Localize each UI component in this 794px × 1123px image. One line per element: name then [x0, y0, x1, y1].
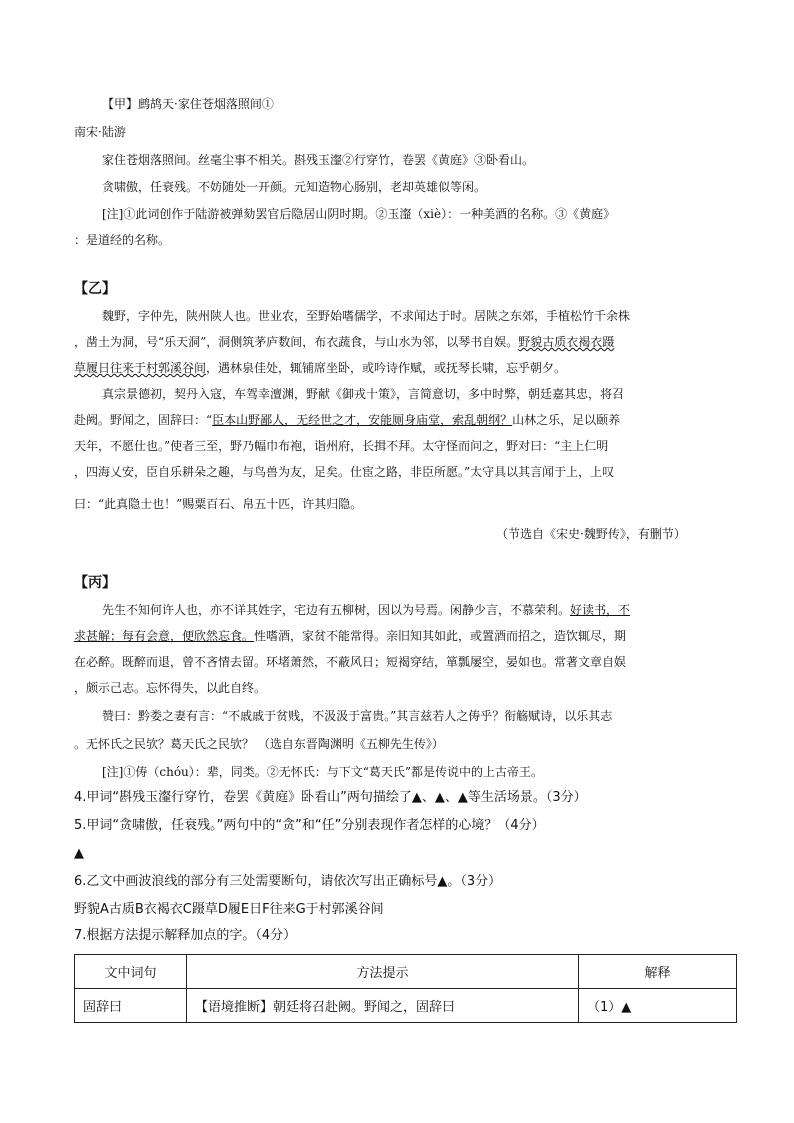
table-cell: 固辞曰 — [75, 989, 187, 1023]
yi-p1-line-1: 魏野，字仲先，陕州陕人也。世业农，至野始嗜儒学，不求闻达于时。居陕之东郊，手植松竹千余株 — [102, 309, 631, 323]
question-4: 4.甲词“斟残玉瀣行穿竹，卷罢《黄庭》卧看山”两句描绘了▲、▲、▲等生活场景。（3分） — [74, 790, 587, 805]
yi-tag: 【乙】 — [74, 281, 116, 297]
bing-underlined-1: 好读书，不 — [570, 603, 631, 617]
jia-note-2: ：是道经的名称。 — [74, 233, 171, 247]
question-7: 7.根据方法提示解释加点的字。（4分） — [74, 928, 297, 943]
bing-p1-line-2 — [74, 628, 626, 644]
jia-line-1: 家住苍烟落照间。丝毫尘事不相关。斟残玉瀣②行穿竹，卷罢《黄庭》③卧看山。 — [102, 153, 535, 167]
bing-p1-line-1 — [102, 602, 630, 618]
yi-p2-line-2-a: 赴阙。野闻之，固辞曰：“ — [74, 413, 213, 427]
bing-tag: 【丙】 — [74, 575, 116, 591]
method-table — [74, 954, 737, 1023]
question-5-answer: ▲ — [74, 846, 84, 861]
jia-title: 【甲】鹧鸪天·家住苍烟落照间① — [102, 97, 274, 111]
bing-p1-line-1-a: 先生不知何许人也，亦不详其姓字，宅边有五柳树，因以为号焉。闲静少言，不慕荣利。 — [102, 603, 571, 617]
yi-p2-line-5: 曰：“此真隐士也！”赐粟百石、帛五十匹，许其归隐。 — [74, 497, 363, 511]
yi-p2-line-1: 真宗景德初，契丹入寇，车驾幸澶渊，野献《御戎十策》，言简意切，多中时弊，朝廷嘉其忠，将召 — [102, 387, 625, 401]
table-row — [75, 989, 737, 1023]
bing-p2-line-1: 赞曰：黔娄之妻有言：“不戚戚于贫贱，不汲汲于富贵。”其言兹若人之俦乎？衔觞赋诗，以乐其志 — [102, 709, 613, 723]
yi-wavy-underline-1: 野貌古质衣褐衣蹑 — [518, 335, 615, 349]
table-cell: 【语境推断】朝廷将召赴阙。野闻之，固辞曰 — [187, 989, 579, 1023]
table-header-cell: 文中词句 — [75, 955, 187, 989]
yi-wavy-underline-2: 草履日往来于村郭溪谷间 — [74, 361, 207, 375]
bing-p1-line-2-b: 性嗜酒，家贫不能常得。亲旧知其如此，或置酒而招之，造饮辄尽，期 — [254, 629, 627, 643]
table-header-row — [75, 955, 737, 989]
bing-underlined-2: 求甚解；每有会意，便欣然忘食。 — [74, 629, 255, 643]
yi-source: （节选自《宋史·魏野传》，有删节） — [496, 527, 686, 541]
table-cell-answer: （1）▲ — [579, 989, 737, 1023]
jia-line-2: 贪啸傲，任衰残。不妨随处一开颜。元知造物心肠别，老却英雄似等闲。 — [102, 180, 487, 194]
bing-note: [注]①俦（chóu）：辈，同类。②无怀氏：与下文“葛天氏”都是传说中的上古帝王。 — [102, 765, 544, 779]
question-5: 5.甲词“贪啸傲，任衰残。”两句中的“贪”和“任”分别表现作者怎样的心境？（4分） — [74, 818, 545, 833]
yi-p1-line-3 — [74, 360, 566, 376]
yi-p1-line-2-text: ，凿土为洞，号“乐天洞”，洞侧筑茅庐数间，布衣蔬食，与山水为邻，以琴书自娱。 — [74, 335, 519, 349]
table-header-cell: 解释 — [579, 955, 737, 989]
yi-p2-line-2-b: 山林之乐，足以颐养 — [512, 413, 621, 427]
question-6: 6.乙文中画波浪线的部分有三处需要断句，请依次写出正确标号▲。（3分） — [74, 874, 502, 889]
yi-underlined-sentence: 臣本山野鄙人，无经世之才，安能厕身庙堂，索乱朝纲？ — [212, 413, 513, 427]
yi-p1-line-2 — [74, 334, 614, 350]
yi-p2-line-4: ，四海乂安，臣自乐耕朵之趣，与鸟兽为友，足矣。仕宦之路，非臣所愿。”太守具以其言闻于上，上叹 — [74, 465, 615, 479]
bing-p1-line-4: ，颇示己志。忘怀得失，以此自终。 — [74, 681, 267, 695]
table-header-cell: 方法提示 — [187, 955, 579, 989]
jia-author: 南宋·陆游 — [74, 125, 126, 139]
yi-p2-line-2 — [74, 412, 620, 428]
bing-p1-line-3: 在必醉。既醉而退，曾不吝情去留。环堵萧然，不蔽风日；短褐穿结，箪瓢屡空，晏如也。常著文章自娱 — [74, 655, 627, 669]
jia-note-1: [注]①此词创作于陆游被弹劾罢官后隐居山阴时期。②玉瀣（xiè）：一种美酒的名称。③《黄庭》 — [102, 207, 616, 221]
yi-p2-line-3: 天年，不愿仕也。”使者三至，野乃幅巾布袍，诣州府，长揖不拜。太守怪而问之，野对曰：“主上仁明 — [74, 439, 609, 453]
yi-p1-line-3-text: ，遇林泉佳处，辄铺席坐卧，或吟诗作赋，或抚琴长啸，忘乎朝夕。 — [206, 361, 567, 375]
question-6-text: 野貌A古质B衣褐衣C蹑草D履E日F往来G于村郭溪谷间 — [74, 902, 384, 917]
bing-p2-line-2: 。无怀氏之民欤？葛天氏之民欤？ （选自东晋陶渊明《五柳先生传》） — [74, 737, 444, 751]
